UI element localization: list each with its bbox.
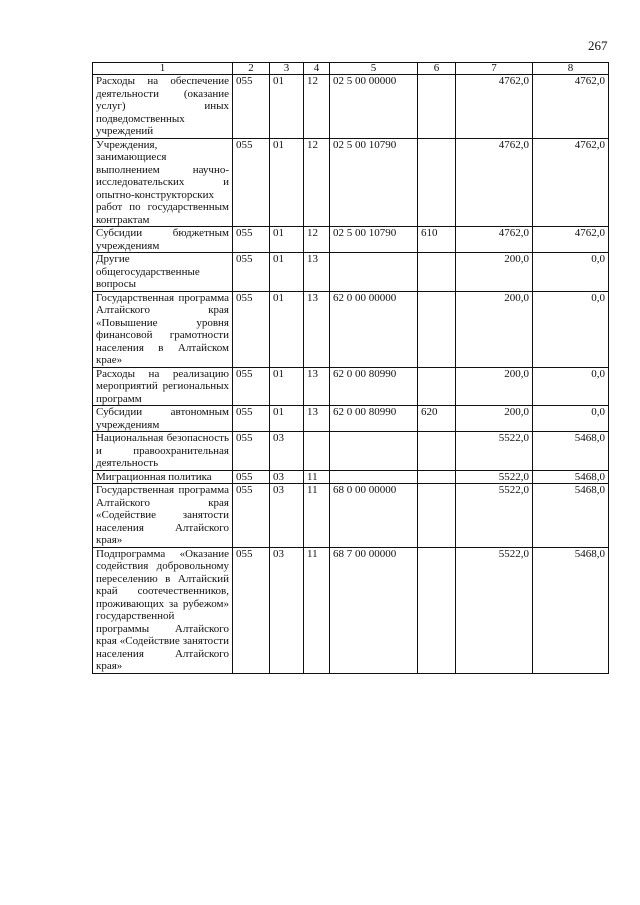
row-col3-cell: 03 <box>270 470 304 484</box>
row-col3-cell: 01 <box>270 406 304 432</box>
header-row <box>93 63 609 75</box>
row-col2-cell: 055 <box>233 406 270 432</box>
row-col5-cell <box>330 253 418 292</box>
column-header: 4 <box>304 63 330 75</box>
row-col8-cell: 4762,0 <box>533 138 609 227</box>
table-row <box>93 291 609 367</box>
row-col7-cell: 5522,0 <box>456 470 533 484</box>
row-col2-cell: 055 <box>233 484 270 548</box>
row-col6-cell <box>418 138 456 227</box>
row-col2-cell: 055 <box>233 470 270 484</box>
table-row <box>93 253 609 292</box>
row-col4-cell: 13 <box>304 367 330 406</box>
row-col4-cell <box>304 432 330 471</box>
row-col8-cell: 4762,0 <box>533 75 609 139</box>
column-header: 5 <box>330 63 418 75</box>
row-col4-cell: 13 <box>304 253 330 292</box>
row-col6-cell <box>418 484 456 548</box>
page-number: 267 <box>588 38 608 53</box>
budget-table <box>92 62 609 674</box>
row-col7-cell: 4762,0 <box>456 138 533 227</box>
row-col6-cell <box>418 291 456 367</box>
row-col4-cell: 13 <box>304 406 330 432</box>
row-col6-cell: 610 <box>418 227 456 253</box>
row-col4-cell: 11 <box>304 547 330 673</box>
table-row <box>93 432 609 471</box>
row-col5-cell <box>330 470 418 484</box>
column-header: 6 <box>418 63 456 75</box>
row-col7-cell: 5522,0 <box>456 547 533 673</box>
table-row <box>93 470 609 484</box>
row-col5-cell: 68 7 00 00000 <box>330 547 418 673</box>
row-col8-cell: 5468,0 <box>533 470 609 484</box>
row-col6-cell <box>418 367 456 406</box>
row-col6-cell <box>418 470 456 484</box>
table-row <box>93 484 609 548</box>
row-col7-cell: 4762,0 <box>456 75 533 139</box>
row-col2-cell: 055 <box>233 432 270 471</box>
table-body <box>93 75 609 674</box>
row-name-cell: Субсидии автономным учреждениям <box>93 406 233 432</box>
row-col3-cell: 03 <box>270 484 304 548</box>
row-col7-cell: 200,0 <box>456 367 533 406</box>
row-col5-cell: 62 0 00 80990 <box>330 367 418 406</box>
column-header: 7 <box>456 63 533 75</box>
row-col2-cell: 055 <box>233 138 270 227</box>
row-col2-cell: 055 <box>233 253 270 292</box>
row-col3-cell: 01 <box>270 367 304 406</box>
row-col4-cell: 12 <box>304 138 330 227</box>
row-name-cell: Расходы на реализацию мероприятий региональных программ <box>93 367 233 406</box>
row-col5-cell: 62 0 00 80990 <box>330 406 418 432</box>
row-col5-cell: 02 5 00 00000 <box>330 75 418 139</box>
row-col7-cell: 200,0 <box>456 291 533 367</box>
row-col7-cell: 5522,0 <box>456 484 533 548</box>
column-header: 3 <box>270 63 304 75</box>
row-col5-cell: 02 5 00 10790 <box>330 227 418 253</box>
row-col6-cell: 620 <box>418 406 456 432</box>
table-row <box>93 75 609 139</box>
row-col2-cell: 055 <box>233 227 270 253</box>
table-row <box>93 547 609 673</box>
row-col4-cell: 12 <box>304 227 330 253</box>
row-col5-cell: 68 0 00 00000 <box>330 484 418 548</box>
row-name-cell: Национальная безопасность и правоохранительная деятельность <box>93 432 233 471</box>
row-col8-cell: 5468,0 <box>533 484 609 548</box>
row-col8-cell: 0,0 <box>533 406 609 432</box>
row-col6-cell <box>418 432 456 471</box>
row-col7-cell: 200,0 <box>456 253 533 292</box>
row-col3-cell: 01 <box>270 75 304 139</box>
row-col4-cell: 13 <box>304 291 330 367</box>
row-col2-cell: 055 <box>233 367 270 406</box>
column-header: 8 <box>533 63 609 75</box>
row-col4-cell: 11 <box>304 470 330 484</box>
row-name-cell: Государственная программа Алтайского края «Содействие занятости населения Алтайского края» <box>93 484 233 548</box>
column-header: 2 <box>233 63 270 75</box>
table-header <box>93 63 609 75</box>
table-row <box>93 367 609 406</box>
row-col6-cell <box>418 253 456 292</box>
row-col5-cell: 62 0 00 00000 <box>330 291 418 367</box>
row-col8-cell: 0,0 <box>533 253 609 292</box>
row-col2-cell: 055 <box>233 547 270 673</box>
row-col7-cell: 5522,0 <box>456 432 533 471</box>
row-col8-cell: 5468,0 <box>533 547 609 673</box>
row-col6-cell <box>418 75 456 139</box>
row-col3-cell: 01 <box>270 138 304 227</box>
row-col4-cell: 11 <box>304 484 330 548</box>
row-col3-cell: 03 <box>270 547 304 673</box>
row-col2-cell: 055 <box>233 291 270 367</box>
row-col8-cell: 0,0 <box>533 291 609 367</box>
table-row <box>93 138 609 227</box>
row-col5-cell: 02 5 00 10790 <box>330 138 418 227</box>
row-col4-cell: 12 <box>304 75 330 139</box>
row-name-cell: Миграционная политика <box>93 470 233 484</box>
row-col7-cell: 200,0 <box>456 406 533 432</box>
column-header: 1 <box>93 63 233 75</box>
row-col6-cell <box>418 547 456 673</box>
row-col7-cell: 4762,0 <box>456 227 533 253</box>
row-col8-cell: 4762,0 <box>533 227 609 253</box>
row-col3-cell: 01 <box>270 253 304 292</box>
table-row <box>93 406 609 432</box>
row-col2-cell: 055 <box>233 75 270 139</box>
table-row <box>93 227 609 253</box>
row-name-cell: Учреждения, занимающиеся выполнением научно-исследовательских и опытно-конструкторских работ по государственным контрактам <box>93 138 233 227</box>
row-name-cell: Государственная программа Алтайского края «Повышение уровня финансовой грамотности населения в Алтайском крае» <box>93 291 233 367</box>
row-col3-cell: 01 <box>270 227 304 253</box>
row-col3-cell: 03 <box>270 432 304 471</box>
row-name-cell: Подпрограмма «Оказание содействия добровольному переселению в Алтайский край соотечественников, проживающих за рубежом» государственной программы Алтайского края «Содействие занятости населения Алтайского края» <box>93 547 233 673</box>
row-col3-cell: 01 <box>270 291 304 367</box>
row-col5-cell <box>330 432 418 471</box>
row-name-cell: Субсидии бюджетным учреждениям <box>93 227 233 253</box>
row-col8-cell: 0,0 <box>533 367 609 406</box>
row-name-cell: Расходы на обеспечение деятельности (оказание услуг) иных подведомственных учреждений <box>93 75 233 139</box>
row-col8-cell: 5468,0 <box>533 432 609 471</box>
row-name-cell: Другие общегосударственные вопросы <box>93 253 233 292</box>
